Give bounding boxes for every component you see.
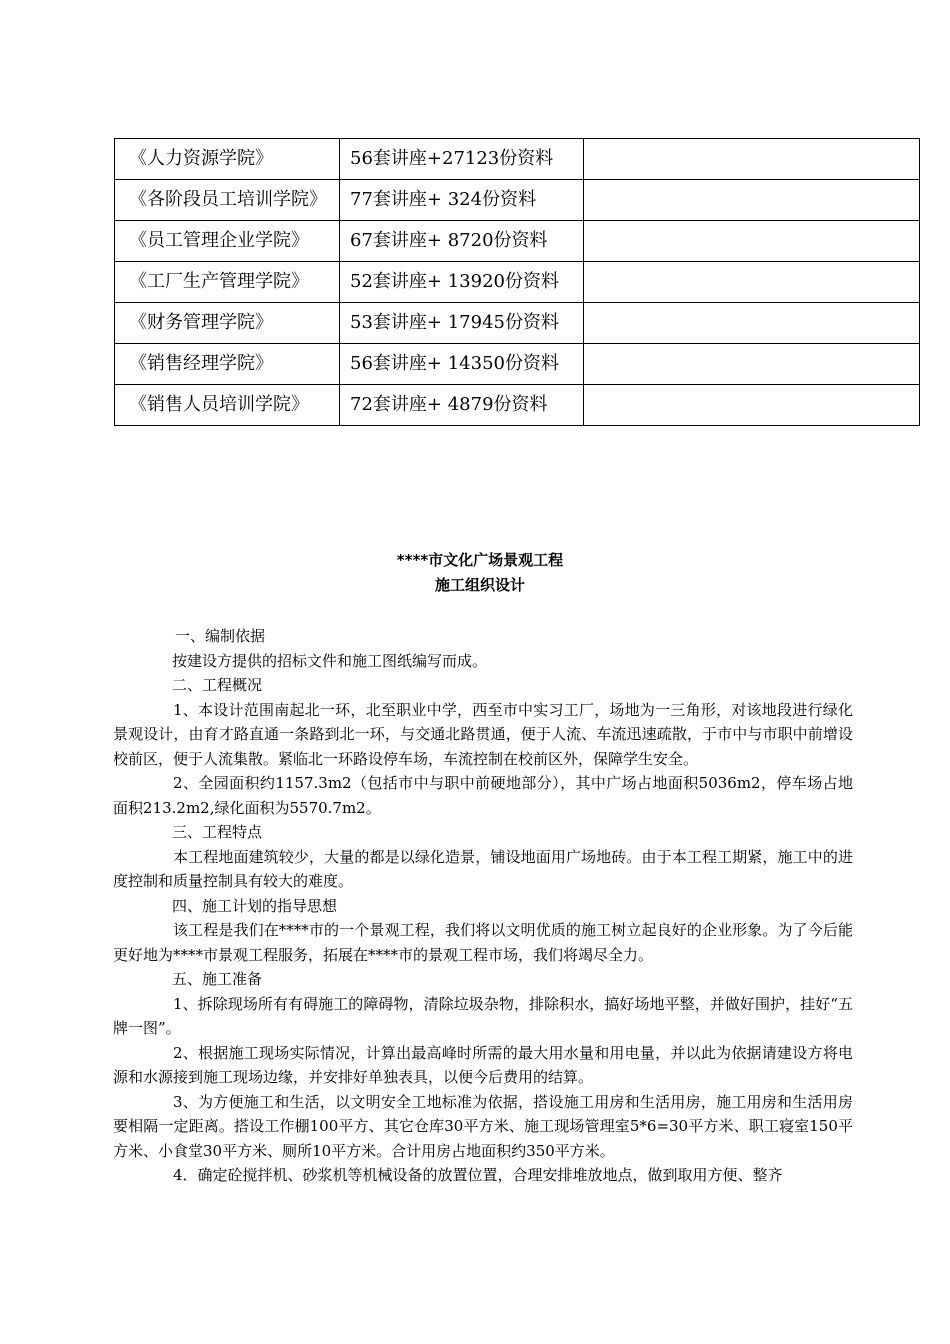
document-subtitle: 施工组织设计 bbox=[434, 576, 525, 594]
table-cell-college: 《各阶段员工培训学院》 bbox=[115, 180, 340, 221]
table-cell-content: 53套讲座+ 17945份资料 bbox=[340, 303, 584, 344]
document-body bbox=[113, 624, 853, 1188]
table-row bbox=[115, 385, 920, 426]
table-cell-college: 《销售人员培训学院》 bbox=[115, 385, 340, 426]
table-cell-content: 56套讲座+27123份资料 bbox=[340, 139, 584, 180]
document-title: ****市文化广场景观工程 bbox=[396, 551, 564, 569]
table-row bbox=[115, 139, 920, 180]
table-cell-college: 《工厂生产管理学院》 bbox=[115, 262, 340, 303]
table-cell-content: 72套讲座+ 4879份资料 bbox=[340, 385, 584, 426]
table-cell-content: 56套讲座+ 14350份资料 bbox=[340, 344, 584, 385]
table-cell-college: 《人力资源学院》 bbox=[115, 139, 340, 180]
paragraph: 3、为方便施工和生活，以文明安全工地标准为依据，搭设施工用房和生活用房，施工用房和生活用房要相隔一定距离。搭设工作棚100平方、其它仓库30平方米、施工现场管理室5*6=30平方米、职工寝室150平方米、小食堂30平方米、厕所10平方米。合计用房占地面积约350平方米。 bbox=[113, 1092, 853, 1160]
paragraph: 1、拆除现场所有有碍施工的障碍物，清除垃圾杂物，排除积水，搞好场地平整，并做好围护，挂好“五牌一图”。 bbox=[113, 994, 853, 1037]
table-row bbox=[115, 180, 920, 221]
table-cell-empty bbox=[584, 221, 920, 262]
paragraph: 2、根据施工现场实际情况，计算出最高峰时所需的最大用水量和用电量，并以此为依据请建设方将电源和水源接到施工现场边缘，并安排好单独表具，以便今后费用的结算。 bbox=[113, 1043, 853, 1086]
section-heading: 四、施工计划的指导思想 bbox=[172, 896, 338, 915]
section-heading: 二、工程概况 bbox=[172, 676, 263, 694]
section-heading: 三、工程特点 bbox=[172, 823, 263, 841]
paragraph: 按建设方提供的招标文件和施工图纸编写而成。 bbox=[172, 651, 488, 670]
table-cell-empty bbox=[584, 180, 920, 221]
table-cell-college: 《销售经理学院》 bbox=[115, 344, 340, 385]
table-cell-empty bbox=[584, 139, 920, 180]
table-cell-empty bbox=[584, 262, 920, 303]
table-cell-content: 67套讲座+ 8720份资料 bbox=[340, 221, 584, 262]
paragraph: 1、本设计范围南起北一环，北至职业中学，西至市中实习工厂，场地为一三角形，对该地段进行绿化景观设计，由育才路直通一条路到北一环，与交通北路贯通，便于人流、车流迅速疏散，于市中与市职中前增设校前区，便于人流集散。紧临北一环路设停车场，车流控制在校前区外，保障学生安全。 bbox=[113, 700, 853, 768]
table-cell-college: 《财务管理学院》 bbox=[115, 303, 340, 344]
table-cell-college: 《员工管理企业学院》 bbox=[115, 221, 340, 262]
section-heading: 一、编制依据 bbox=[175, 627, 266, 645]
table-cell-empty bbox=[584, 344, 920, 385]
paragraph: 4．确定砼搅拌机、砂浆机等机械设备的放置位置，合理安排堆放地点，做到取用方便、整齐 bbox=[173, 1166, 783, 1184]
document-title-block bbox=[0, 548, 950, 598]
table-cell-empty bbox=[584, 303, 920, 344]
table-row bbox=[115, 262, 920, 303]
paragraph: 2、全园面积约1157.3m2（包括市中与职中前硬地部分），其中广场占地面积5036m2，停车场占地面积213.2m2,绿化面积为5570.7m2。 bbox=[113, 774, 853, 817]
paragraph: 本工程地面建筑较少，大量的都是以绿化造景，铺设地面用广场地砖。由于本工程工期紧，施工中的进度控制和质量控制具有较大的难度。 bbox=[113, 847, 853, 890]
resource-table bbox=[114, 138, 920, 426]
table-cell-content: 77套讲座+ 324份资料 bbox=[340, 180, 584, 221]
table-row bbox=[115, 221, 920, 262]
paragraph: 该工程是我们在****市的一个景观工程，我们将以文明优质的施工树立起良好的企业形象。为了今后能更好地为****市景观工程服务，拓展在****市的景观工程市场，我们将竭尽全力。 bbox=[113, 921, 853, 964]
table-row bbox=[115, 303, 920, 344]
section-heading: 五、施工准备 bbox=[172, 970, 263, 988]
table-cell-empty bbox=[584, 385, 920, 426]
table-cell-content: 52套讲座+ 13920份资料 bbox=[340, 262, 584, 303]
table-row bbox=[115, 344, 920, 385]
